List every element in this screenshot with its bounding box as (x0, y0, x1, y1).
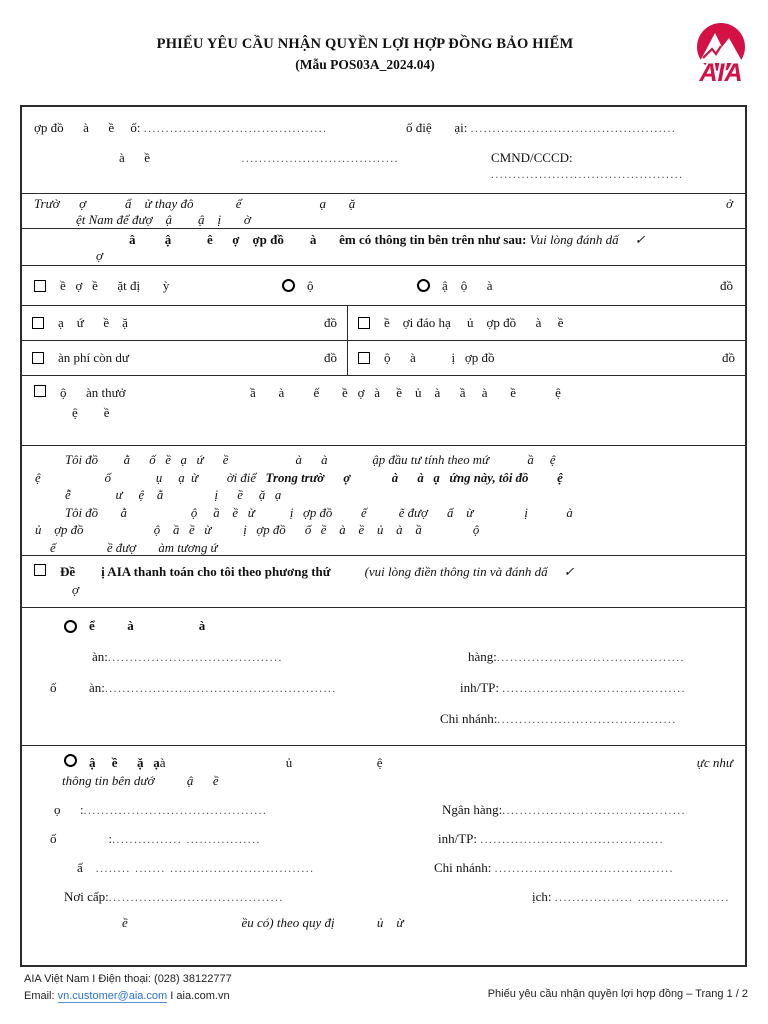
payment-method-1-radio[interactable] (64, 620, 77, 633)
instruction-row (22, 228, 745, 265)
footer-contact (24, 971, 232, 1004)
benefit-checkbox-3[interactable] (358, 317, 370, 329)
aia-logo-icon (688, 18, 754, 94)
note-line1-end: ở (726, 196, 733, 211)
footer-page-info: Phiếu yêu cầu nhận quyền lợi hợp đồng – Trang 1 / 2 (487, 988, 748, 1000)
branch-field-1[interactable]: ......................................... (497, 714, 677, 726)
benefit-option-row-3 (22, 340, 745, 375)
benefit-checkbox-2[interactable] (32, 317, 44, 329)
note-line2: ệt Nam để đượ ậ ậ ị ờ (76, 212, 251, 227)
bank-field-2[interactable]: .......................................... (502, 805, 687, 817)
benefit1-radio-2-label: ậ ộ à (442, 277, 493, 293)
declaration-paragraph (22, 445, 745, 555)
footer-website: I aia.com.vn (167, 989, 230, 1002)
check-mark-icon: ✓ (634, 232, 646, 247)
aia-logo (688, 18, 754, 94)
benefit-option-row-1 (22, 265, 745, 305)
benefit-checkbox-6[interactable] (34, 385, 46, 397)
payment-request-checkbox[interactable] (34, 564, 46, 576)
province-field-2[interactable]: .......................................... (480, 834, 665, 846)
province-label-2: inh/TP: (438, 831, 481, 846)
bank-label-2: Ngân hàng: (442, 802, 503, 817)
payment-method-2-line2: thông tin bên dướ ậ ề (62, 773, 219, 788)
payment-method-1-section (22, 607, 745, 745)
email-link[interactable]: vn.customer@aia.com (57, 989, 168, 1002)
note-row (22, 193, 745, 228)
service-label: ịch: (532, 889, 555, 904)
payment-request-bold: Đề ị AIA thanh toán cho tôi theo phương thứ (60, 564, 331, 579)
instruction-line2: ợ (96, 248, 103, 263)
aia-logo-text: AIA (699, 59, 743, 87)
issue-date-field[interactable]: ........ ....... ................................. (95, 863, 315, 875)
issue-place-field[interactable]: ........................................ (108, 892, 284, 904)
benefit-option-row-2 (22, 305, 745, 340)
branch-field-2[interactable]: ......................................... (494, 863, 675, 875)
benefit1-radio-1[interactable] (282, 279, 295, 292)
footer-email-label: Email: (24, 989, 58, 1002)
benefit1-radio-2[interactable] (417, 279, 430, 292)
benefit-checkbox-4[interactable] (32, 352, 44, 364)
benefit-label-6b: ầ à ế ề ợ à ề ủ à ầ à ề ệ (250, 385, 561, 400)
payment-method-2-italic: ực như (696, 755, 733, 770)
issue-place-label: Nơi cấp: (64, 889, 109, 904)
benefit-label-2: ạ ứ ề ặ (58, 315, 128, 330)
declaration-line6: ế ề đượ àm tương ứ (50, 540, 218, 555)
declaration-line5: ủ ợp đồ ộ ầ ề ừ ị ợp đồ ố ề à ề ủ à ầ ộ (35, 523, 480, 537)
note-line1: Trườ ợ ẩ ử thay đô ể ạ ặ (34, 196, 356, 211)
id-field-2[interactable]: ................ ................. (112, 834, 261, 846)
id-number-field[interactable]: ............................................ (491, 169, 684, 181)
declaration-line2b: Trong trườ ợ à à ạ ứng này, tôi đồ ệ (265, 470, 563, 485)
name-field[interactable]: .................................... (241, 153, 400, 165)
id-label-2: ố : (50, 831, 113, 846)
footer-company-phone: AIA Việt Nam I Điện thoại: (028) 38122777 (24, 973, 232, 985)
policy-info-row (22, 120, 745, 193)
declaration-line1: Tôi đồ ằ ố ề ạ ứ ề à à ập đầu tư tính theo mứ ầ ệ (65, 453, 556, 467)
account-name-field[interactable]: ........................................ (107, 652, 283, 664)
province-field-1[interactable]: .......................................... (502, 683, 687, 695)
benefit-label-5: ộ à ị ợp đồ (384, 350, 495, 365)
declaration-line2a: ệ ố ụ ạ ừ ời điể (35, 470, 266, 485)
declaration-line3: ễ ư ệ ằ ị ề ặ ạ (65, 488, 282, 502)
form-code: (Mẫu POS03A_2024.04) (295, 57, 435, 72)
recipient-name-label: ọ : (54, 802, 84, 817)
instruction-bold: â ậ ê ợ ợp đồ à êm có thông tin bên trên như sau: (129, 232, 530, 247)
branch-label-2: Chi nhánh: (434, 860, 495, 875)
bank-label-1: hàng: (468, 649, 497, 664)
form-table (20, 105, 747, 967)
benefit4-amount-unit: đồ (324, 350, 337, 365)
benefit-option-row-4 (22, 375, 745, 445)
id-number-label: CMND/CCCD: (491, 150, 573, 165)
benefit-checkbox-5[interactable] (358, 352, 370, 364)
payment-request-row (22, 555, 745, 607)
benefit1-radio-1-label: ộ (307, 277, 314, 293)
name-label: à ề (119, 150, 151, 165)
instruction-italic: Vui lòng đánh dấ (529, 232, 619, 247)
form-title-line1: PHIẾU YÊU CẦU NHẬN QUYỀN LỢI HỢP ĐỒNG BẢO HIỂM (156, 36, 574, 52)
benefit5-amount-unit: đồ (722, 350, 735, 365)
benefit2-amount-unit: đồ (324, 315, 337, 330)
check-mark-icon: ✓ (563, 564, 575, 579)
branch-label-1: Chi nhánh: (440, 711, 498, 726)
policy-number-field[interactable]: .......................................... (143, 123, 328, 135)
payment-request-line2: ợ (72, 582, 79, 597)
benefit-label-6a: ộ àn thưở (60, 385, 126, 400)
payment-method-2-section (22, 745, 745, 965)
declaration-line4: Tôi đồ ằ ộ ầ ề ừ ị ợp đồ ế ẽ đượ ấ ừ ị à (65, 505, 573, 520)
benefit-checkbox-1[interactable] (34, 280, 46, 292)
benefit1-amount-unit: đồ (720, 277, 733, 293)
payment-method-2-bold: ậ ề ặ ạ (89, 755, 160, 770)
issue-date-label: ấ (77, 860, 96, 875)
payment-method-2-rest: à ủ ệ (159, 755, 396, 770)
recipient-name-field[interactable]: .......................................... (83, 805, 268, 817)
account-number-label: ố àn: (50, 680, 105, 695)
account-number-field[interactable]: ..................................................... (104, 683, 337, 695)
phone-field[interactable]: ............................................... (470, 123, 677, 135)
benefit-label-6-line2: ệ ề (72, 405, 110, 420)
bank-field-1[interactable]: ........................................... (496, 652, 686, 664)
service-field[interactable]: .................. ..................... (554, 892, 730, 904)
benefit-label-4: àn phí còn dư (58, 350, 129, 365)
benefit-label-3: ề ợi đáo hạ ủ ợp đồ à ề (384, 315, 564, 330)
policy-number-label: ợp đồ à ề ố: (34, 120, 141, 135)
payment-method-2-radio[interactable] (64, 754, 77, 767)
form-title (60, 36, 670, 73)
payment-method-2-final-note: ề ều có) theo quy đị ủ ừ (122, 915, 404, 930)
account-name-label: àn: (92, 649, 108, 664)
payment-method-1-label: ể à à (89, 618, 206, 633)
province-label-1: inh/TP: (460, 680, 503, 695)
phone-label: ố điệ ại: (406, 120, 468, 135)
payment-request-italic: (vui lòng điền thông tin và đánh dấ (364, 564, 548, 579)
benefit-label-1: ề ợ ề ặt đị ỳ (60, 277, 170, 293)
